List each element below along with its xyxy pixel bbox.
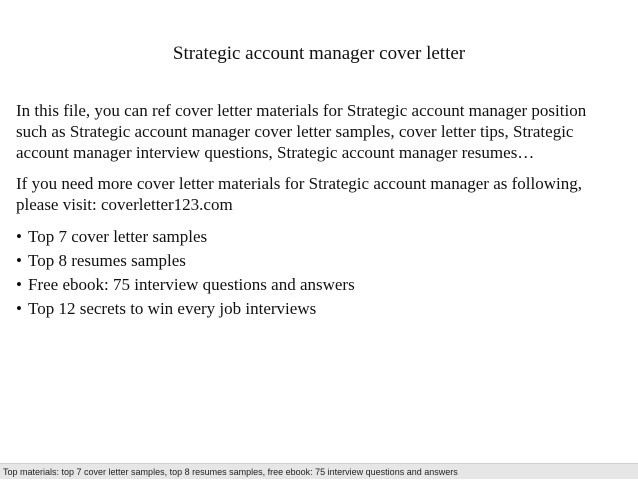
list-item (16, 273, 616, 297)
document-body (16, 100, 616, 321)
intro-line: account manager interview questions, Strategic account manager resumes… (16, 143, 535, 162)
page-title: Strategic account manager cover letter (172, 43, 466, 64)
list-item (16, 225, 616, 249)
intro-paragraph (16, 100, 616, 163)
bullet-icon: • (16, 227, 22, 246)
intro-line: such as Strategic account manager cover letter samples, cover letter tips, Strategic (16, 122, 574, 141)
bullet-icon: • (16, 275, 22, 294)
list-item-label: Free ebook: 75 interview questions and answers (28, 275, 355, 294)
more-materials-paragraph (16, 173, 616, 215)
materials-list (16, 225, 616, 321)
more-line: If you need more cover letter materials for Strategic account manager as following, (16, 174, 582, 193)
more-line: please visit: coverletter123.com (16, 195, 233, 214)
list-item (16, 297, 616, 321)
bullet-icon: • (16, 251, 22, 270)
list-item-label: Top 8 resumes samples (28, 251, 186, 270)
list-item (16, 249, 616, 273)
footer-bar: Top materials: top 7 cover letter samples, top 8 resumes samples, free ebook: 75 interview questions and answers (0, 463, 638, 479)
intro-line: In this file, you can ref cover letter materials for Strategic account manager position (16, 101, 587, 120)
bullet-icon: • (16, 299, 22, 318)
list-item-label: Top 12 secrets to win every job interviews (28, 299, 317, 318)
list-item-label: Top 7 cover letter samples (28, 227, 208, 246)
